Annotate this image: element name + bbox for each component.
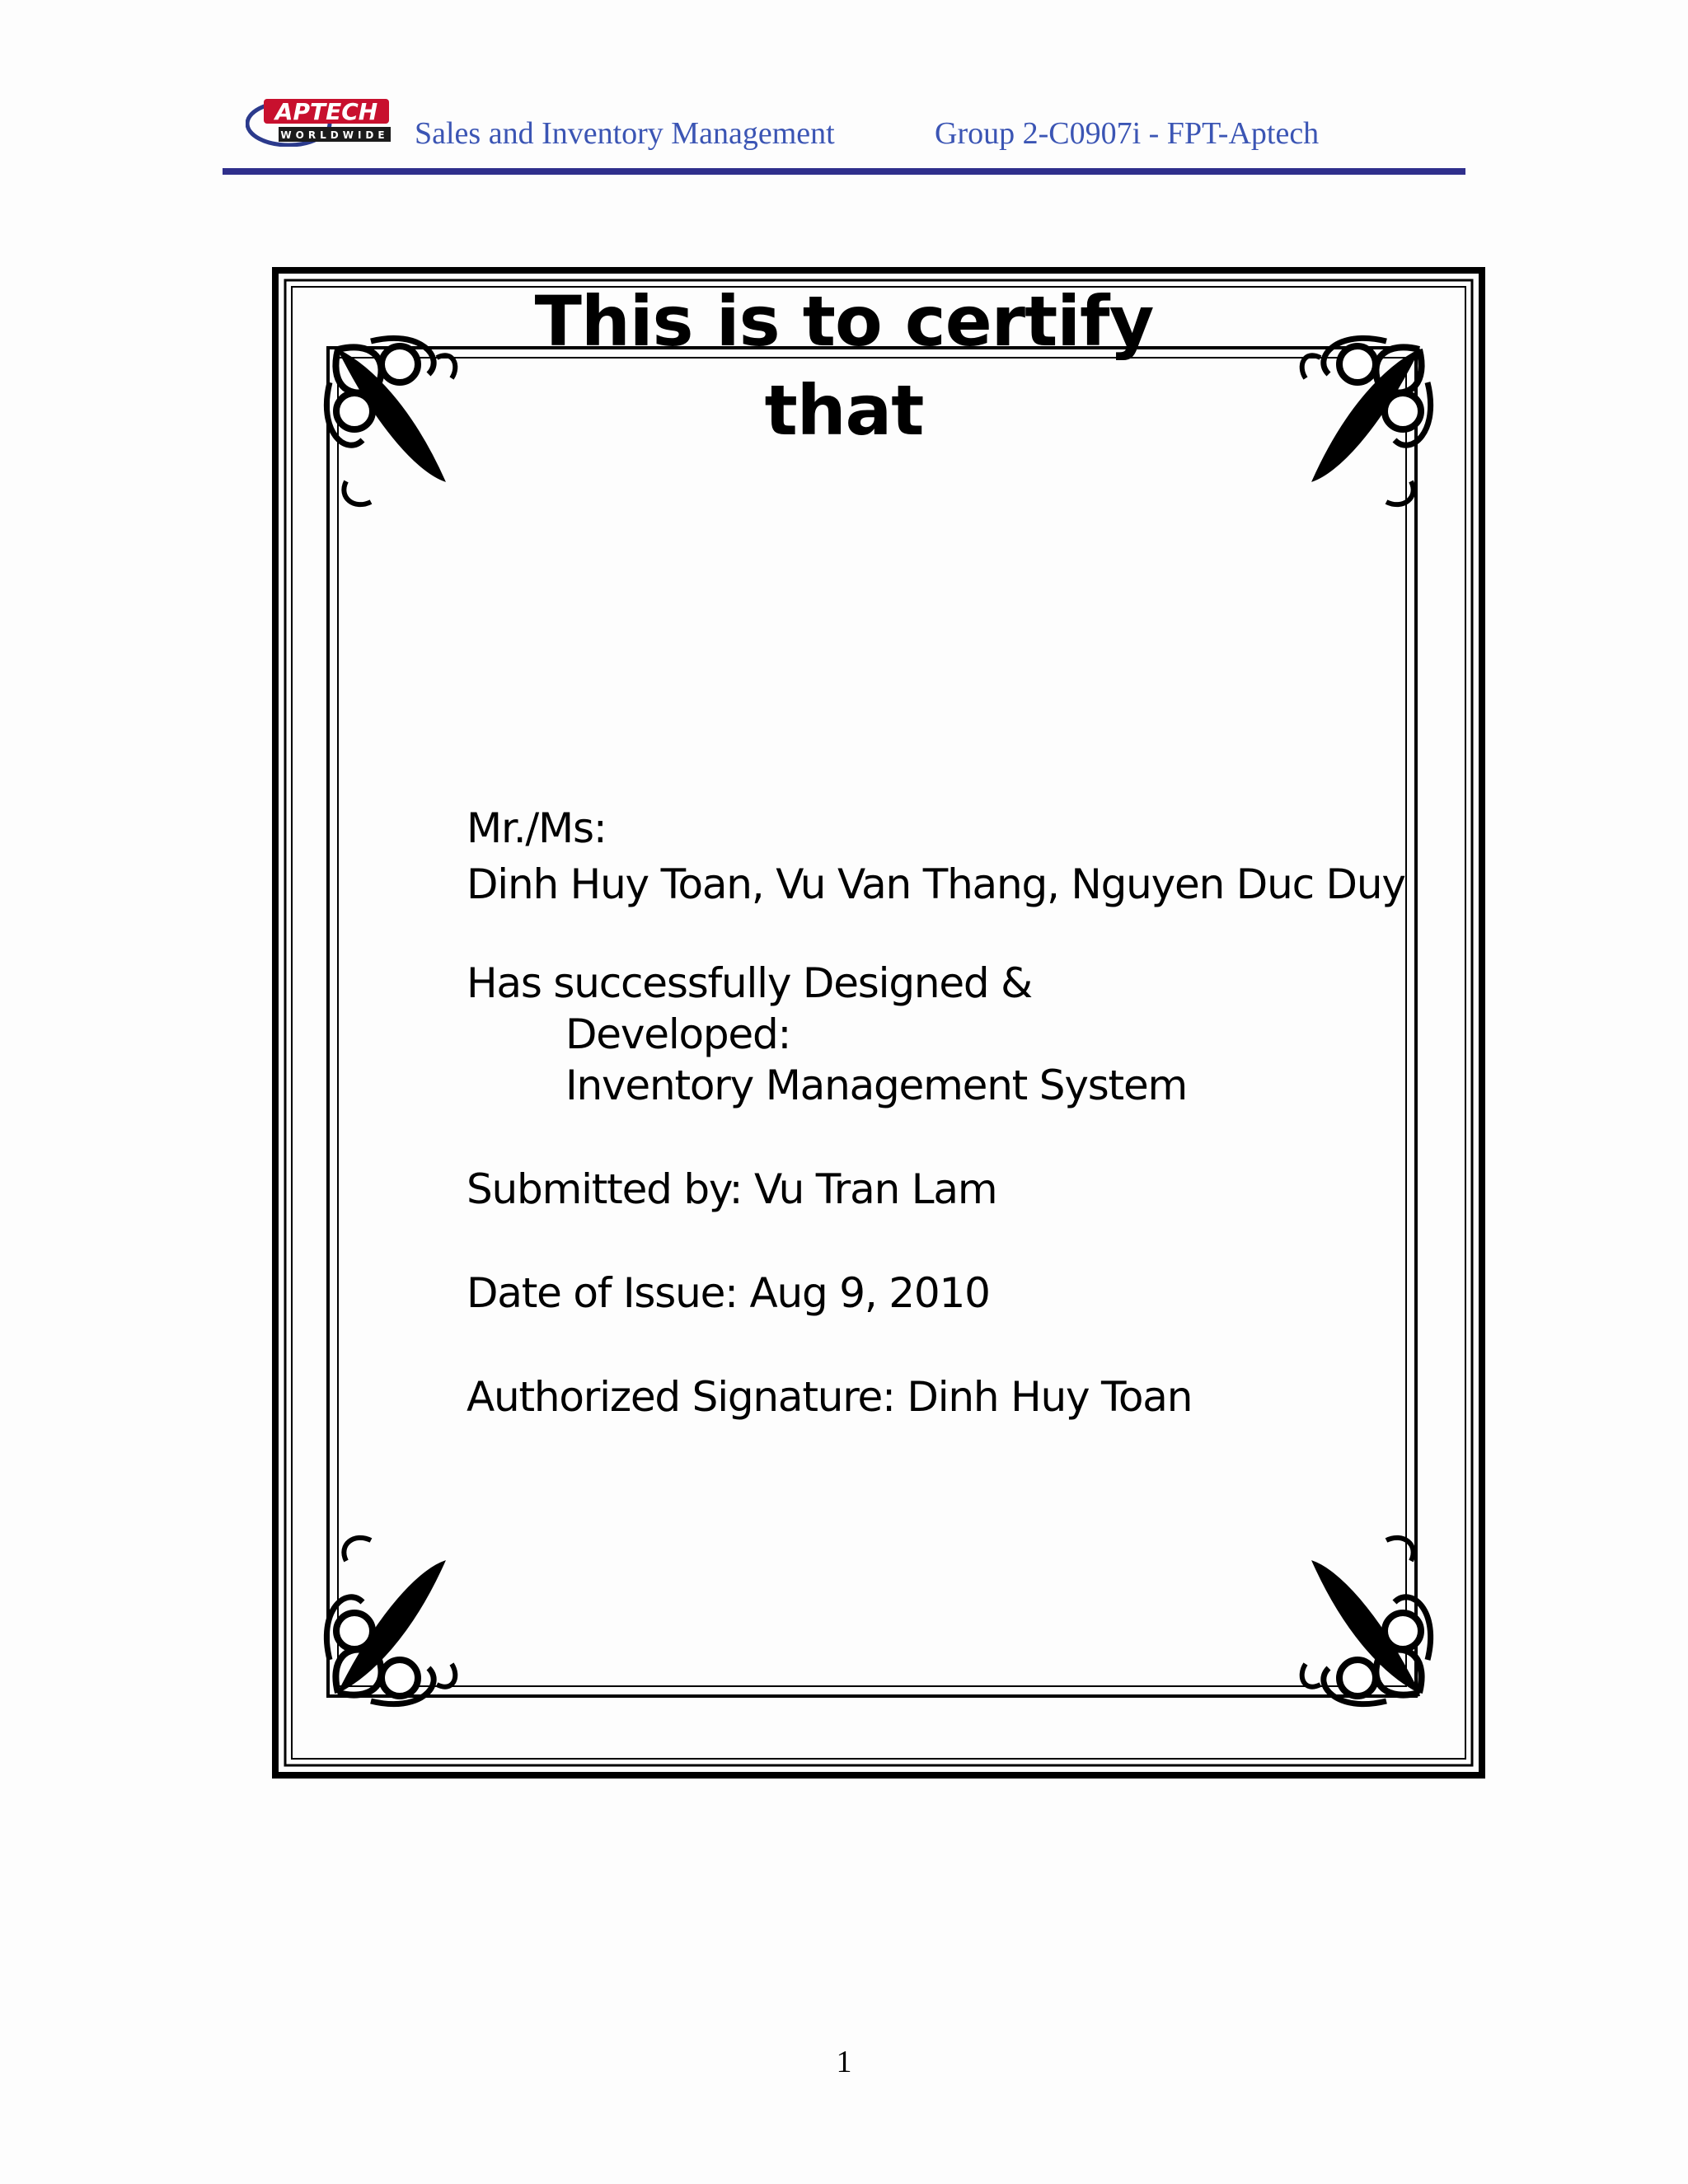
group-info: Group 2-C0907i - FPT-Aptech [935,116,1320,151]
submitted-by: Submitted by: Vu Tran Lam [467,1165,997,1213]
achievement-line-2: Developed: [565,1010,791,1058]
recipient-label: Mr./Ms: [467,804,607,852]
document-title: Sales and Inventory Management [415,116,835,151]
heading-line-2: that [764,370,924,451]
certificate-heading [0,277,1688,455]
project-name: Inventory Management System [565,1062,1188,1109]
page-number: 1 [836,2045,852,2079]
fleur-de-lis-icon [1296,1528,1436,1709]
certificate-frame [272,267,1485,1779]
logo-brand-text: APTECH [274,98,378,125]
date-of-issue: Date of Issue: Aug 9, 2010 [467,1269,990,1317]
authorized-signature: Authorized Signature: Dinh Huy Toan [467,1373,1193,1421]
aptech-logo [246,96,392,147]
logo-subtext: WORLDWIDE [280,129,389,141]
heading-line-1: This is to certify [534,281,1154,362]
header-divider [223,168,1465,175]
achievement-line-1: Has successfully Designed & [467,959,1032,1007]
recipients-names: Dinh Huy Toan, Vu Van Thang, Nguyen Duc Duy [467,860,1405,908]
page-header [0,0,1688,198]
fleur-de-lis-icon [321,1528,462,1709]
